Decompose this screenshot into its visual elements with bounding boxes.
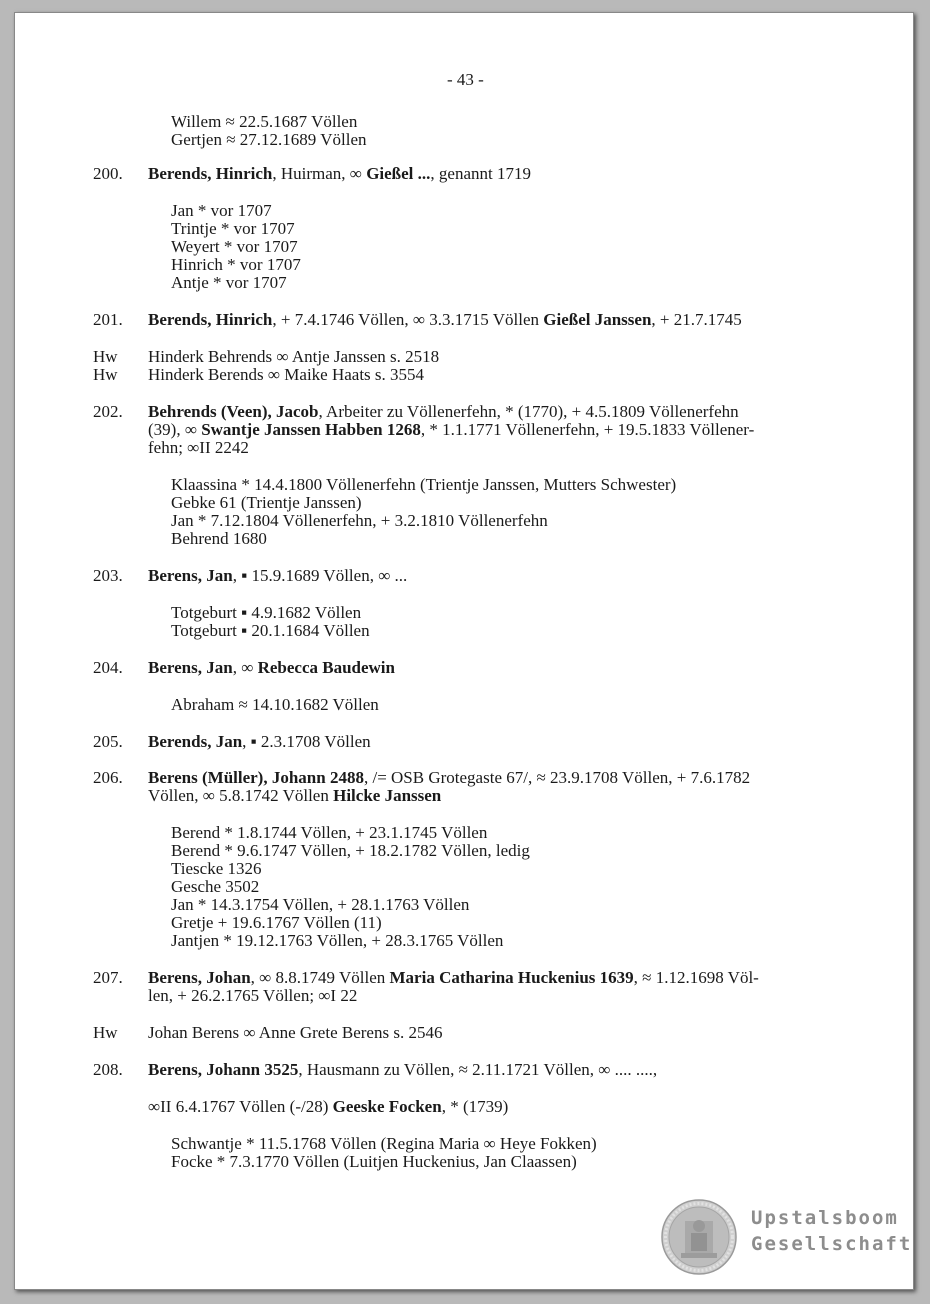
text-segment: , Hausmann zu Völlen, ≈ 2.11.1721 Völlen, ∞ .... ...., <box>298 1060 658 1079</box>
document-page <box>14 12 914 1290</box>
bold-name: Geeske Focken <box>332 1097 442 1116</box>
text-segment: , Huirman, ∞ <box>272 164 367 183</box>
text-line <box>148 439 249 457</box>
entry-number: 203. <box>93 566 123 585</box>
text-segment: Gesche 3502 <box>171 877 260 896</box>
text-line <box>148 1024 442 1042</box>
text-segment: (39), ∞ <box>148 420 202 439</box>
text-segment: Willem ≈ 22.5.1687 Völlen <box>171 112 358 131</box>
text-line <box>171 842 530 860</box>
text-segment: fehn; ∞II 2242 <box>148 438 249 457</box>
text-segment: Abraham ≈ 14.10.1682 Völlen <box>171 695 379 714</box>
text-segment: , /= OSB Grotegaste 67/, ≈ 23.9.1708 Völlen, + 7.6.1782 <box>363 768 751 787</box>
text-segment: Gebke 61 (Trientje Janssen) <box>171 493 362 512</box>
text-segment: , + 7.4.1746 Völlen, ∞ 3.3.1715 Völlen <box>272 310 544 329</box>
logo-text-line1: Upstalsboom <box>751 1207 899 1229</box>
text-segment: Antje * vor 1707 <box>171 273 287 292</box>
text-segment: Trintje * vor 1707 <box>171 219 295 238</box>
entry-number: 205. <box>93 732 123 751</box>
text-line <box>171 202 272 220</box>
text-line <box>171 476 676 494</box>
text-line <box>171 696 379 714</box>
text-segment: Jantjen * 19.12.1763 Völlen, + 28.3.1765 Völlen <box>171 931 504 950</box>
text-segment: Behrend 1680 <box>171 529 267 548</box>
text-segment: ∞II 6.4.1767 Völlen (-/28) <box>148 1097 333 1116</box>
text-line <box>148 165 531 183</box>
text-line <box>171 494 362 512</box>
text-segment: Hinderk Berends ∞ Maike Haats s. 3554 <box>148 365 425 384</box>
page-number: - 43 - <box>447 70 484 89</box>
text-segment: Tiescke 1326 <box>171 859 262 878</box>
text-line <box>171 622 370 640</box>
text-line <box>171 1135 597 1153</box>
text-segment: , Arbeiter zu Völlenerfehn, * (1770), + 4.5.1809 Völlenerfehn <box>318 402 739 421</box>
text-line <box>148 659 395 677</box>
text-line <box>148 403 739 421</box>
bold-name: Berens, Johan <box>148 968 251 987</box>
bold-name: Berens, Johann 3525 <box>148 1060 299 1079</box>
bold-name: Berens, Jan <box>148 566 233 585</box>
entry-number: Hw <box>93 347 118 366</box>
text-line <box>171 238 298 256</box>
text-line <box>171 878 259 896</box>
text-line <box>171 860 262 878</box>
text-line <box>171 220 295 238</box>
text-line <box>148 567 407 585</box>
text-segment: , genannt 1719 <box>430 164 531 183</box>
text-segment: , * (1739) <box>441 1097 509 1116</box>
seal-icon <box>661 1199 737 1275</box>
text-line <box>171 896 469 914</box>
text-segment: Berend * 9.6.1747 Völlen, + 18.2.1782 Völlen, ledig <box>171 841 530 860</box>
text-segment: Jan * 7.12.1804 Völlenerfehn, + 3.2.1810 Völlenerfehn <box>171 511 548 530</box>
entry-number: 202. <box>93 402 123 421</box>
text-line <box>148 348 439 366</box>
text-line <box>171 604 361 622</box>
text-segment: , ∞ <box>232 658 258 677</box>
text-line <box>148 769 750 787</box>
text-segment: Klaassina * 14.4.1800 Völlenerfehn (Trientje Janssen, Mutters Schwester) <box>171 475 677 494</box>
bold-name: Behrends (Veen), Jacob <box>148 402 319 421</box>
text-segment: Jan * vor 1707 <box>171 201 272 220</box>
entry-number: 200. <box>93 164 123 183</box>
entry-number: 206. <box>93 768 123 787</box>
bold-name: Berens, Jan <box>148 658 233 677</box>
bold-name: Rebecca Baudewin <box>257 658 395 677</box>
text-line <box>171 932 503 950</box>
bold-name: Berends, Hinrich <box>148 164 273 183</box>
text-segment: , + 21.7.1745 <box>651 310 742 329</box>
text-segment: Berend * 1.8.1744 Völlen, + 23.1.1745 Völlen <box>171 823 488 842</box>
text-segment: , ▪ 15.9.1689 Völlen, ∞ ... <box>232 566 408 585</box>
text-line <box>171 1153 577 1171</box>
text-line <box>148 311 742 329</box>
bold-name: Swantje Janssen Habben 1268 <box>201 420 421 439</box>
bold-name: Gießel Janssen <box>543 310 652 329</box>
text-line <box>148 733 371 751</box>
text-segment: Totgeburt ▪ 4.9.1682 Völlen <box>171 603 362 622</box>
logo-text-line2: Gesellschaft <box>751 1233 913 1255</box>
bold-name: Maria Catharina Huckenius 1639 <box>389 968 634 987</box>
entry-number: Hw <box>93 365 118 384</box>
bold-name: Hilcke Janssen <box>333 786 442 805</box>
text-line <box>171 256 301 274</box>
text-line <box>148 787 441 805</box>
text-segment: , ≈ 1.12.1698 Völ- <box>633 968 759 987</box>
text-segment: len, + 26.2.1765 Völlen; ∞I 22 <box>148 986 358 1005</box>
text-segment: Völlen, ∞ 5.8.1742 Völlen <box>148 786 334 805</box>
text-line <box>148 1061 657 1079</box>
text-segment: Schwantje * 11.5.1768 Völlen (Regina Maria ∞ Heye Fokken) <box>171 1134 597 1153</box>
text-segment: , * 1.1.1771 Völlenerfehn, + 19.5.1833 Völlener- <box>420 420 755 439</box>
text-segment: Hinderk Behrends ∞ Antje Janssen s. 2518 <box>148 347 440 366</box>
publisher-logo <box>661 1199 911 1283</box>
text-line <box>148 1098 508 1116</box>
text-segment: Gertjen ≈ 27.12.1689 Völlen <box>171 130 367 149</box>
text-line <box>148 366 424 384</box>
text-line <box>171 131 367 149</box>
bold-name: Gießel ... <box>366 164 431 183</box>
text-segment: , ▪ 2.3.1708 Völlen <box>242 732 371 751</box>
text-line <box>171 530 267 548</box>
entry-number: 208. <box>93 1060 123 1079</box>
entry-number: 201. <box>93 310 123 329</box>
entry-number: Hw <box>93 1023 118 1042</box>
text-segment: Totgeburt ▪ 20.1.1684 Völlen <box>171 621 370 640</box>
text-line <box>171 914 382 932</box>
text-line <box>171 512 548 530</box>
text-line <box>171 274 287 292</box>
text-line <box>171 824 487 842</box>
text-segment: Gretje + 19.6.1767 Völlen (11) <box>171 913 382 932</box>
text-segment: Focke * 7.3.1770 Völlen (Luitjen Huckenius, Jan Claassen) <box>171 1152 577 1171</box>
bold-name: Berens (Müller), Johann 2488 <box>148 768 364 787</box>
text-segment: Johan Berens ∞ Anne Grete Berens s. 2546 <box>148 1023 443 1042</box>
text-segment: Weyert * vor 1707 <box>171 237 298 256</box>
bold-name: Berends, Jan <box>148 732 243 751</box>
text-segment: , ∞ 8.8.1749 Völlen <box>250 968 390 987</box>
entry-number: 204. <box>93 658 123 677</box>
entry-number: 207. <box>93 968 123 987</box>
text-line <box>171 113 357 131</box>
text-line <box>148 987 357 1005</box>
bold-name: Berends, Hinrich <box>148 310 273 329</box>
text-line <box>148 421 754 439</box>
text-segment: Hinrich * vor 1707 <box>171 255 301 274</box>
text-segment: Jan * 14.3.1754 Völlen, + 28.1.1763 Völlen <box>171 895 470 914</box>
text-line <box>148 969 759 987</box>
